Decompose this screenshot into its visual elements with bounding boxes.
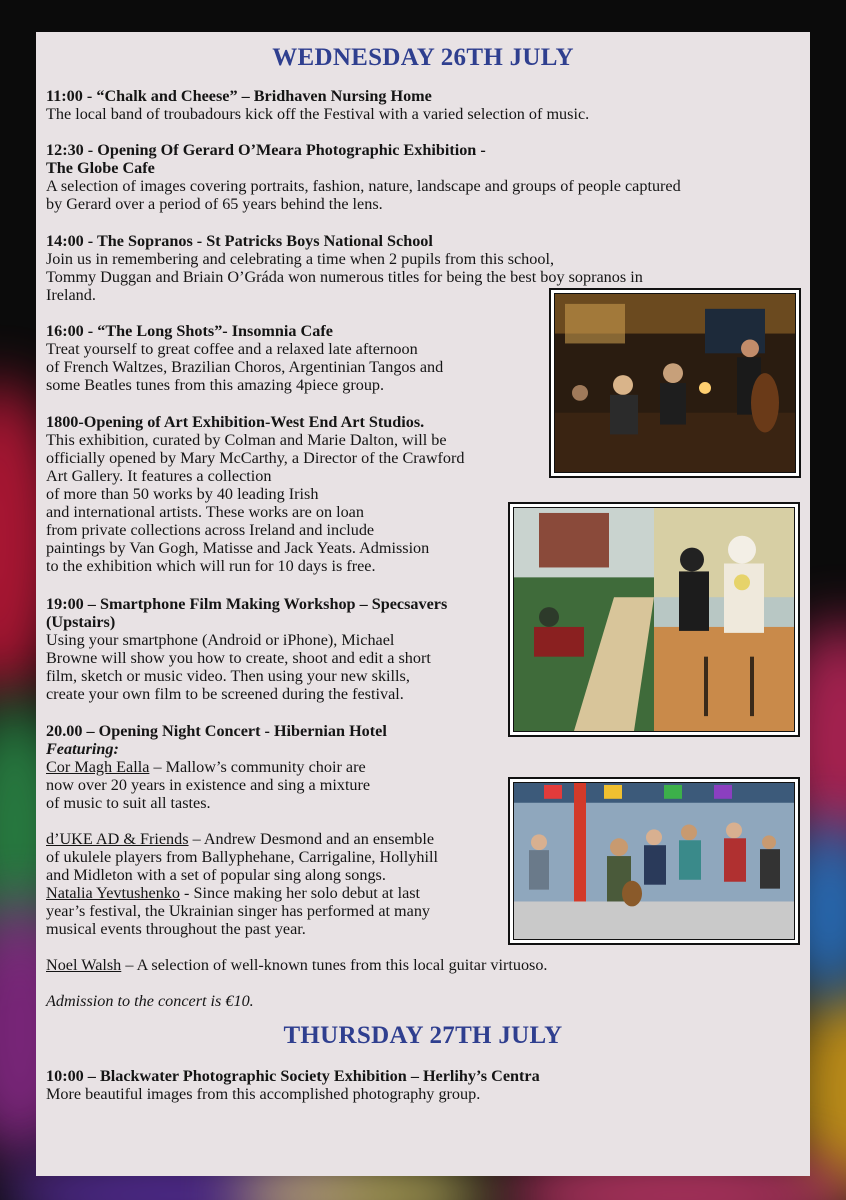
- event-description: Join us in remembering and celebrating a time when 2 pupils from this school,: [46, 250, 555, 268]
- admission-note: Admission to the concert is €10.: [46, 992, 254, 1010]
- performer-name: d’UKE AD & Friends: [46, 830, 189, 848]
- event-description: and international artists. These works are on loan: [46, 503, 364, 521]
- event-description: More beautiful images from this accomplished photography group.: [46, 1085, 481, 1103]
- performer-name: Noel Walsh: [46, 956, 122, 974]
- event-heading: 14:00 - The Sopranos - St Patricks Boys National School: [46, 232, 433, 250]
- event-heading: 10:00 – Blackwater Photographic Society Exhibition – Herlihy’s Centra: [46, 1067, 540, 1085]
- event-smartphone-workshop: [46, 595, 447, 703]
- performer-description: - Since making her solo debut at last: [179, 884, 421, 902]
- event-heading: 11:00 - “Chalk and Cheese” – Bridhaven Nursing Home: [46, 87, 432, 105]
- event-heading: 19:00 – Smartphone Film Making Workshop – Specsavers: [46, 595, 448, 613]
- event-description: This exhibition, curated by Colman and Marie Dalton, will be: [46, 431, 447, 449]
- event-description: film, sketch or music video. Then using your new skills,: [46, 667, 410, 685]
- art-painting-photo: [508, 502, 800, 737]
- event-description: officially opened by Mary McCarthy, a Director of the Crawford: [46, 449, 465, 467]
- event-description: to the exhibition which will run for 10 days is free.: [46, 557, 376, 575]
- event-description: The local band of troubadours kick off the Festival with a varied selection of music.: [46, 105, 590, 123]
- event-description: of French Waltzes, Brazilian Choros, Argentinian Tangos and: [46, 358, 444, 376]
- event-description: Art Gallery. It features a collection: [46, 467, 272, 485]
- event-description: Treat yourself to great coffee and a relaxed late afternoon: [46, 340, 418, 358]
- band-cafe-photo: [549, 288, 801, 478]
- event-blackwater-photographic: [46, 1067, 540, 1103]
- event-description: Ireland.: [46, 286, 96, 304]
- performer-description: musical events throughout the past year.: [46, 920, 306, 938]
- performer-cor-magh-ealla: [46, 758, 547, 776]
- event-heading: 1800-Opening of Art Exhibition-West End Art Studios.: [46, 413, 425, 431]
- event-heading: The Globe Cafe: [46, 159, 155, 177]
- event-heading: (Upstairs): [46, 613, 116, 631]
- event-description: paintings by Van Gogh, Matisse and Jack Yeats. Admission: [46, 539, 430, 557]
- performer-description: – Andrew Desmond and an ensemble: [188, 830, 434, 848]
- event-description: some Beatles tunes from this amazing 4piece group.: [46, 376, 385, 394]
- performer-noel-walsh: [46, 956, 547, 974]
- event-description: of more than 50 works by 40 leading Irish: [46, 485, 319, 503]
- event-description: Using your smartphone (Android or iPhone), Michael: [46, 631, 395, 649]
- ukulele-group-photo: [508, 777, 800, 945]
- performer-name: Cor Magh Ealla: [46, 758, 150, 776]
- event-description: from private collections across Ireland and include: [46, 521, 375, 539]
- performer-description: year’s festival, the Ukrainian singer has performed at many: [46, 902, 431, 920]
- event-description: create your own film to be screened during the festival.: [46, 685, 404, 703]
- event-heading: 16:00 - “The Long Shots”- Insomnia Cafe: [46, 322, 333, 340]
- event-description: Browne will show you how to create, shoot and edit a short: [46, 649, 431, 667]
- performer-description: – Mallow’s community choir are: [149, 758, 366, 776]
- day-heading-wednesday: WEDNESDAY 26TH JULY: [272, 44, 574, 71]
- performer-description: now over 20 years in existence and sing a mixture: [46, 776, 371, 794]
- event-chalk-and-cheese: [46, 87, 589, 123]
- event-opening-night-concert: [46, 722, 547, 1010]
- performer-description: of music to suit all tastes.: [46, 794, 211, 812]
- event-photographic-exhibition: [46, 141, 681, 213]
- performer-duke-ad: [46, 830, 547, 848]
- event-description: A selection of images covering portraits, fashion, nature, landscape and groups of people captured: [46, 177, 681, 195]
- performer-description: – A selection of well-known tunes from this local guitar virtuoso.: [121, 956, 548, 974]
- event-heading: 20.00 – Opening Night Concert - Hibernian Hotel: [46, 722, 387, 740]
- performer-natalia: [46, 884, 547, 902]
- programme-panel: [36, 32, 810, 1176]
- performer-description: of ukulele players from Ballyphehane, Carrigaline, Hollyhill: [46, 848, 438, 866]
- event-heading: 12:30 - Opening Of Gerard O’Meara Photographic Exhibition -: [46, 141, 486, 159]
- day-heading-thursday: THURSDAY 27TH JULY: [283, 1022, 563, 1049]
- featuring-label: Featuring:: [46, 740, 119, 758]
- event-description: Tommy Duggan and Briain O’Gráda won numerous titles for being the best boy sopranos in: [46, 268, 643, 286]
- event-the-long-shots: [46, 322, 443, 394]
- event-art-exhibition: [46, 413, 465, 575]
- event-description: by Gerard over a period of 65 years behind the lens.: [46, 195, 383, 213]
- performer-description: and Midleton with a set of popular sing along songs.: [46, 866, 386, 884]
- performer-name: Natalia Yevtushenko: [46, 884, 180, 902]
